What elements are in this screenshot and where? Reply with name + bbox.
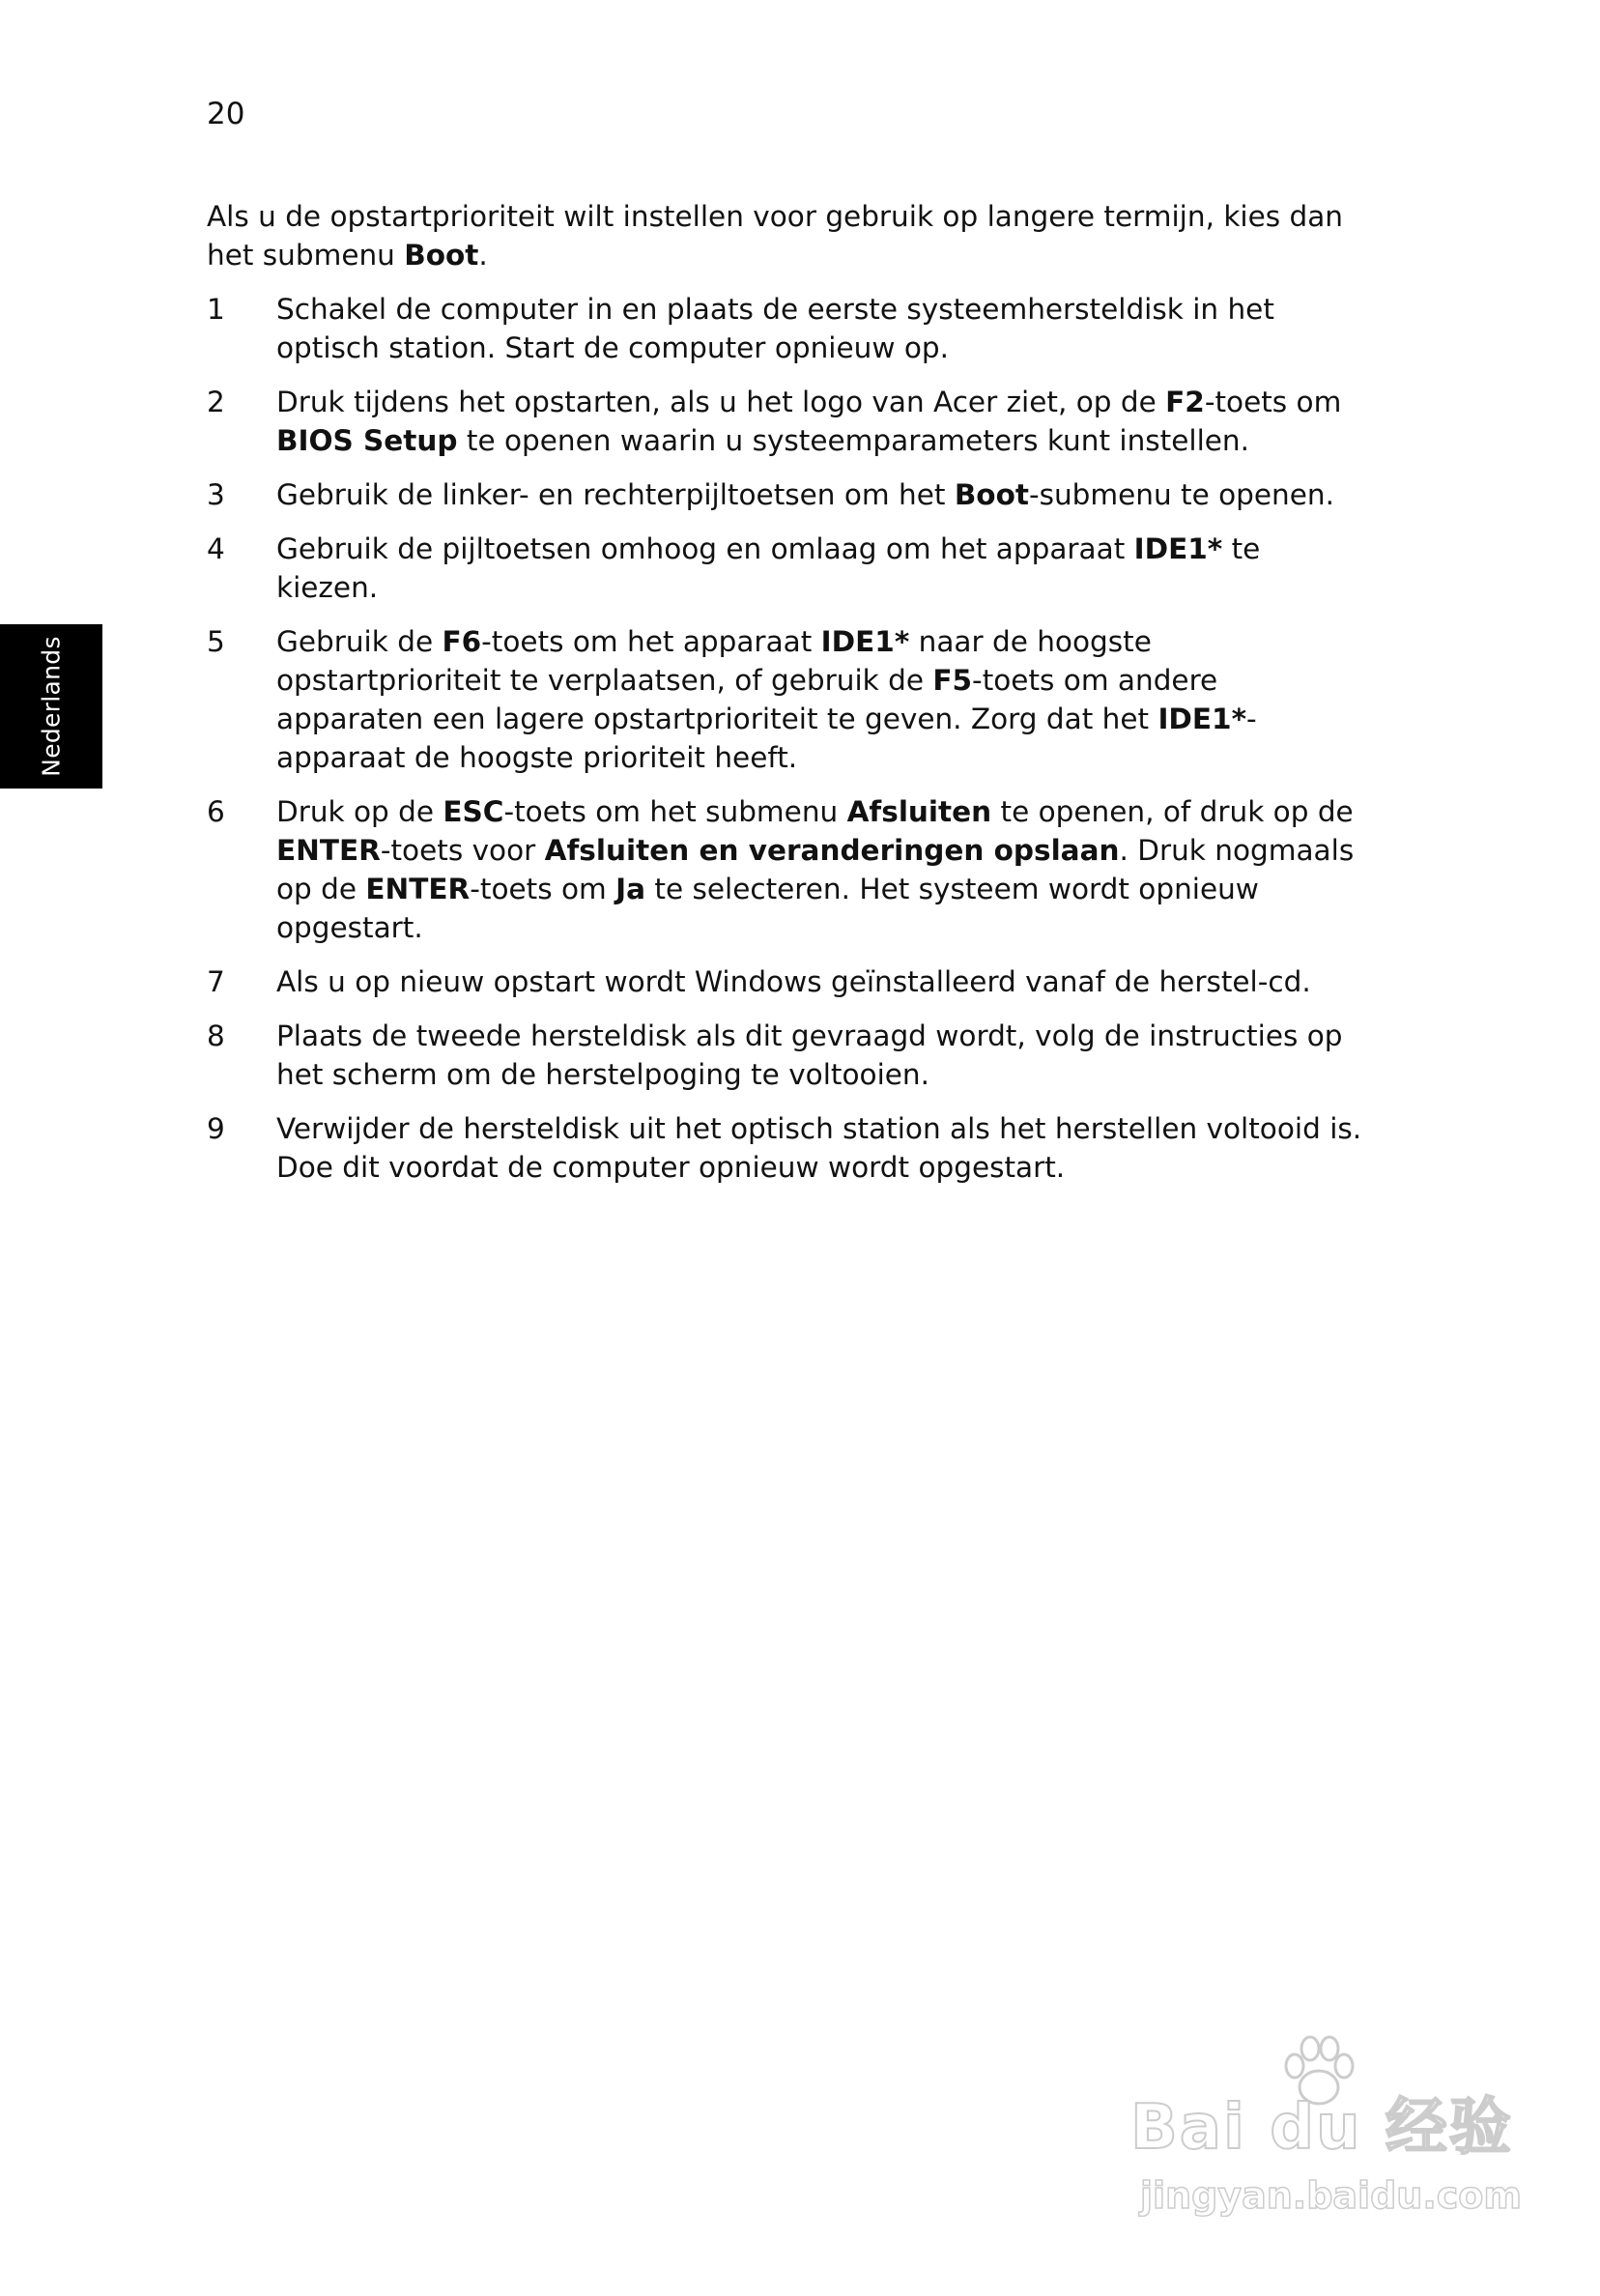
text-run: Gebruik de pijltoetsen omhoog en omlaag om het apparaat (276, 532, 1134, 565)
text-run: Als u op nieuw opstart wordt Windows geïnstalleerd vanaf de herstel-cd. (276, 965, 1311, 998)
text-run: -toets voor (380, 834, 545, 867)
baidu-watermark (1130, 2029, 1522, 2223)
bold-term: F2 (1165, 386, 1205, 418)
text-run: Druk tijdens het opstarten, als u het logo van Acer ziet, op de (276, 386, 1166, 418)
step-number: 7 (207, 965, 225, 998)
step-item (207, 622, 1366, 777)
step-item (207, 383, 1366, 460)
text-run: Gebruik de linker- en rechterpijltoetsen om het (276, 478, 955, 511)
step-text (276, 965, 1311, 998)
step-item (207, 290, 1366, 367)
page-content (207, 197, 1366, 1202)
text-run: Verwijder de hersteldisk uit het optisch station als het herstellen voltooid is. Doe dit voordat de computer opnieuw wordt opgestart. (276, 1112, 1362, 1184)
intro-paragraph (207, 197, 1366, 274)
language-side-tab (0, 624, 102, 789)
text-run: Schakel de computer in en plaats de eerste systeemhersteldisk in het optisch station. Start de computer opnieuw op. (276, 293, 1274, 364)
text-run: te kiezen. (276, 532, 1261, 604)
step-number: 5 (207, 625, 225, 658)
step-text (276, 293, 1274, 364)
text-run: -toets om (470, 873, 616, 905)
text-run: -apparaat de hoogste prioriteit heeft. (276, 703, 1257, 774)
bold-term: F6 (442, 625, 482, 658)
language-side-tab-label: Nederlands (37, 636, 66, 777)
step-item (207, 530, 1366, 607)
text-run: te selecteren. Het systeem wordt opnieuw opgestart. (276, 873, 1259, 944)
text-run: te openen waarin u systeemparameters kunt instellen. (457, 424, 1249, 457)
text-run: te openen, of druk op de (991, 795, 1354, 828)
bold-term: Ja (615, 873, 646, 905)
bold-term: IDE1* (820, 625, 910, 658)
bold-term: Boot (404, 239, 479, 272)
step-number: 1 (207, 293, 225, 326)
bold-term: Afsluiten en veranderingen opslaan (544, 834, 1120, 867)
text-run: -toets om (1204, 386, 1342, 418)
bold-term: ENTER (365, 873, 471, 905)
step-number: 8 (207, 1019, 225, 1052)
text-run: Gebruik de (276, 625, 443, 658)
step-item (207, 792, 1366, 947)
step-text (276, 1112, 1361, 1184)
step-text (276, 625, 1257, 774)
watermark-url: jingyan.baidu.com (1140, 2174, 1522, 2217)
text-run: naar de hoogste opstartprioriteit te verplaatsen, of gebruik de (276, 625, 1152, 697)
steps-list (207, 290, 1366, 1187)
bold-term: Afsluiten (846, 795, 992, 828)
step-item (207, 1109, 1366, 1187)
text-run: -toets om het submenu (503, 795, 847, 828)
text-run: Plaats de tweede hersteldisk als dit gevraagd wordt, volg de instructies op het scherm om de herstelpoging te voltooien. (276, 1019, 1343, 1091)
text-run: -submenu te openen. (1028, 478, 1334, 511)
step-text (276, 532, 1260, 604)
bold-term: ENTER (276, 834, 381, 867)
step-number: 6 (207, 795, 225, 828)
bold-term: BIOS Setup (276, 424, 458, 457)
step-text (276, 795, 1354, 944)
step-text (276, 1019, 1342, 1091)
step-text (276, 478, 1334, 511)
step-item (207, 962, 1366, 1001)
watermark-logo: Bai du 经验 (1130, 2092, 1513, 2164)
step-number: 2 (207, 386, 225, 418)
bold-term: ESC (443, 795, 504, 828)
step-item (207, 1017, 1366, 1094)
bold-term: F5 (932, 664, 973, 697)
bold-term: IDE1* (1157, 703, 1247, 735)
text-run: -toets om het apparaat (481, 625, 821, 658)
text-run: . Druk nogmaals op de (276, 834, 1355, 905)
step-number: 3 (207, 478, 225, 511)
text-run: -toets om andere apparaten een lagere opstartprioriteit te geven. Zorg dat het (276, 664, 1218, 735)
bold-term: IDE1* (1133, 532, 1223, 565)
text-run: . (478, 239, 488, 272)
text-run: Als u de opstartprioriteit wilt instellen voor gebruik op langere termijn, kies dan het submenu (207, 200, 1343, 272)
step-text (276, 386, 1341, 457)
page-number: 20 (207, 97, 245, 131)
step-number: 4 (207, 532, 225, 565)
step-number: 9 (207, 1112, 225, 1145)
bold-term: Boot (954, 478, 1029, 511)
step-item (207, 475, 1366, 514)
text-run: Druk op de (276, 795, 443, 828)
